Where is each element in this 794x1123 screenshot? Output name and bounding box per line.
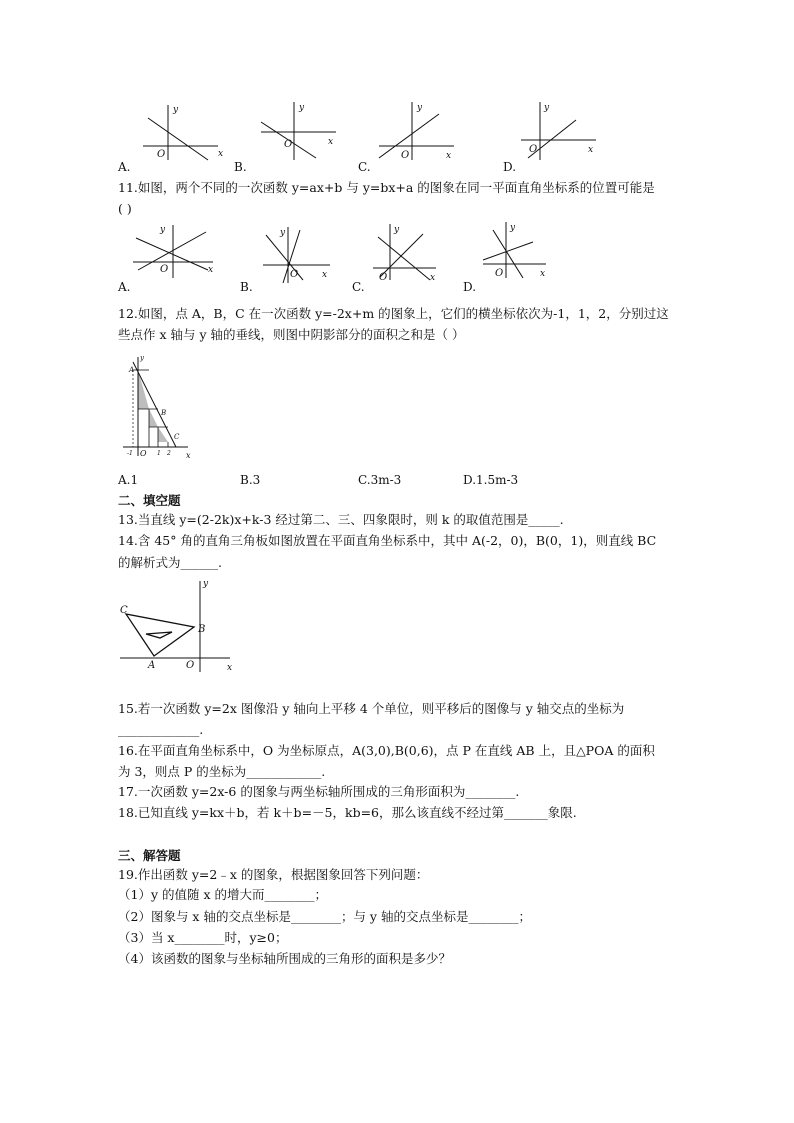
q10-graph-a xyxy=(138,100,228,165)
q11-option-c[interactable]: C. xyxy=(352,280,365,294)
q11c-y-label: y xyxy=(394,225,400,235)
q14-text-line2: 的解析式为______. xyxy=(118,555,222,570)
q10-graph-c xyxy=(374,100,464,165)
q10c-y-label: y xyxy=(417,103,423,113)
q11b-origin-label: O xyxy=(290,269,299,280)
q11-graph-d xyxy=(478,220,553,280)
q19-sub1: （1）y 的值随 x 的增大而________； xyxy=(118,887,327,902)
q11-text: 如图，两个不同的一次函数 y=ax+b 与 y=bx+a 的图象在同一平面直角坐标系的位置可能是 xyxy=(137,180,655,195)
q10-option-b[interactable]: B. xyxy=(234,160,247,174)
q10b-x-label: x xyxy=(328,137,334,147)
q14-label-a: A xyxy=(148,660,156,671)
q11b-y-label: y xyxy=(280,228,286,238)
q10-option-c[interactable]: C. xyxy=(358,160,371,174)
section2-title: 二、填空题 xyxy=(118,493,181,508)
q12-choice-a[interactable]: A.1 xyxy=(118,473,139,487)
q19-sub3: （3）当 x________时，y≥0； xyxy=(118,930,288,945)
q12-label-x: x xyxy=(186,451,191,460)
q10c-x-label: x xyxy=(446,151,452,161)
q15-text-line2: _____________. xyxy=(118,722,204,737)
q12-choice-b[interactable]: B.3 xyxy=(240,473,261,487)
q10d-x-label: x xyxy=(588,145,594,155)
q11-graph-a xyxy=(128,220,223,280)
q10c-origin-label: O xyxy=(401,150,410,161)
q11-graph-c xyxy=(368,222,443,282)
q12-label-c: C xyxy=(174,433,180,441)
q10b-origin-label: O xyxy=(284,139,293,150)
q19-sub2: （2）图象与 x 轴的交点坐标是________；与 y 轴的交点坐标是________； xyxy=(118,909,531,924)
q12-figure xyxy=(118,352,198,462)
q14-label-y: y xyxy=(203,579,209,589)
q14-label-x: x xyxy=(227,663,233,673)
q11b-x-label: x xyxy=(322,270,328,280)
q11-option-a[interactable]: A. xyxy=(118,280,131,294)
q11a-y-label: y xyxy=(160,225,166,235)
q14-figure xyxy=(118,576,238,674)
q11a-x-label: x xyxy=(208,265,214,275)
q10a-origin-label: O xyxy=(157,149,166,160)
q12-tick-2: 2 xyxy=(167,450,171,457)
q12-label-a: A xyxy=(129,366,135,374)
q16-text-line2: 为 3，则点 P 的坐标为____________. xyxy=(118,764,326,779)
q16-text-line1: 16.在平面直角坐标系中，O 为坐标原点，A(3,0),B(0,6)，点 P 在直线 AB 上，且△POA 的面积 xyxy=(118,743,655,758)
q11d-y-label: y xyxy=(510,223,516,233)
q10d-origin-label: O xyxy=(529,144,538,155)
q11-text-line1 xyxy=(118,180,655,196)
q10d-y-label: y xyxy=(544,103,550,113)
q12-choice-c[interactable]: C.3m-3 xyxy=(358,473,402,487)
section3-title: 三、解答题 xyxy=(118,848,181,863)
q14-label-o: O xyxy=(186,660,195,671)
q11-option-b[interactable]: B. xyxy=(240,280,253,294)
q17-text: 17.一次函数 y=2x-6 的图象与两坐标轴所围成的三角形面积为________. xyxy=(118,784,520,799)
q11c-origin-label: O xyxy=(379,272,388,282)
q11-graphs xyxy=(118,220,578,290)
q10-option-d[interactable]: D. xyxy=(503,160,517,174)
q11-text-line2: ( ) xyxy=(118,201,132,216)
q14-label-c: C xyxy=(120,605,128,616)
q12-tick-neg1: -1 xyxy=(127,450,133,457)
q14-triangle-outer xyxy=(126,614,194,656)
q19-text: 19.作出函数 y=2﹣x 的图象，根据图象回答下列问题： xyxy=(118,867,429,882)
q12-label-o: O xyxy=(140,449,147,458)
q10-option-a[interactable]: A. xyxy=(118,160,131,174)
q12-tick-1: 1 xyxy=(157,450,161,457)
q11c-x-label: x xyxy=(430,273,436,282)
q11d-origin-label: O xyxy=(495,268,504,279)
q11-graph-b xyxy=(258,225,338,285)
q12-text-line1 xyxy=(118,306,669,322)
q10b-y-label: y xyxy=(299,103,305,113)
q12-text: 如图，点 A，B，C 在一次函数 y=-2x+m 的图象上，它们的横坐标依次为-1，1，2，分别过这 xyxy=(137,306,669,321)
q10a-x-label: x xyxy=(218,149,224,159)
q11-number: 11. xyxy=(118,180,138,195)
q10-graph-d xyxy=(516,100,606,165)
q11a-origin-label: O xyxy=(160,264,169,275)
q14-text-line1: 14.含 45° 角的直角三角板如图放置在平面直角坐标系中，其中 A(-2，0)，B(0，1)，则直线 BC xyxy=(118,533,657,548)
q18-text: 18.已知直线 y=kx＋b，若 k＋b=－5，kb=6，那么该直线不经过第_______象限. xyxy=(118,805,577,820)
q12-choice-d[interactable]: D.1.5m-3 xyxy=(463,473,519,487)
q14-label-b: B xyxy=(198,624,206,635)
q10-graph-b xyxy=(256,100,346,165)
q12-label-b: B xyxy=(161,409,167,417)
q10a-y-label: y xyxy=(173,105,179,115)
q11-option-d[interactable]: D. xyxy=(463,280,477,294)
q12-number: 12. xyxy=(118,306,138,321)
q11d-x-label: x xyxy=(540,269,546,279)
q12-shade-2 xyxy=(149,409,158,427)
q19-sub4: （4）该函数的图象与坐标轴所围成的三角形的面积是多少？ xyxy=(118,951,451,966)
q15-text-line1: 15.若一次函数 y=2x 图像沿 y 轴向上平移 4 个单位，则平移后的图像与 y 轴交点的坐标为 xyxy=(118,701,625,716)
q12-label-y: y xyxy=(140,354,144,362)
q12-text-line2: 些点作 x 轴与 y 轴的垂线，则图中阴影部分的面积之和是（ ） xyxy=(118,327,465,342)
q13-text: 13.当直线 y=(2-2k)x+k-3 经过第二、三、四象限时，则 k 的取值范围是_____. xyxy=(118,512,564,527)
q14-triangle-inner xyxy=(146,632,172,638)
